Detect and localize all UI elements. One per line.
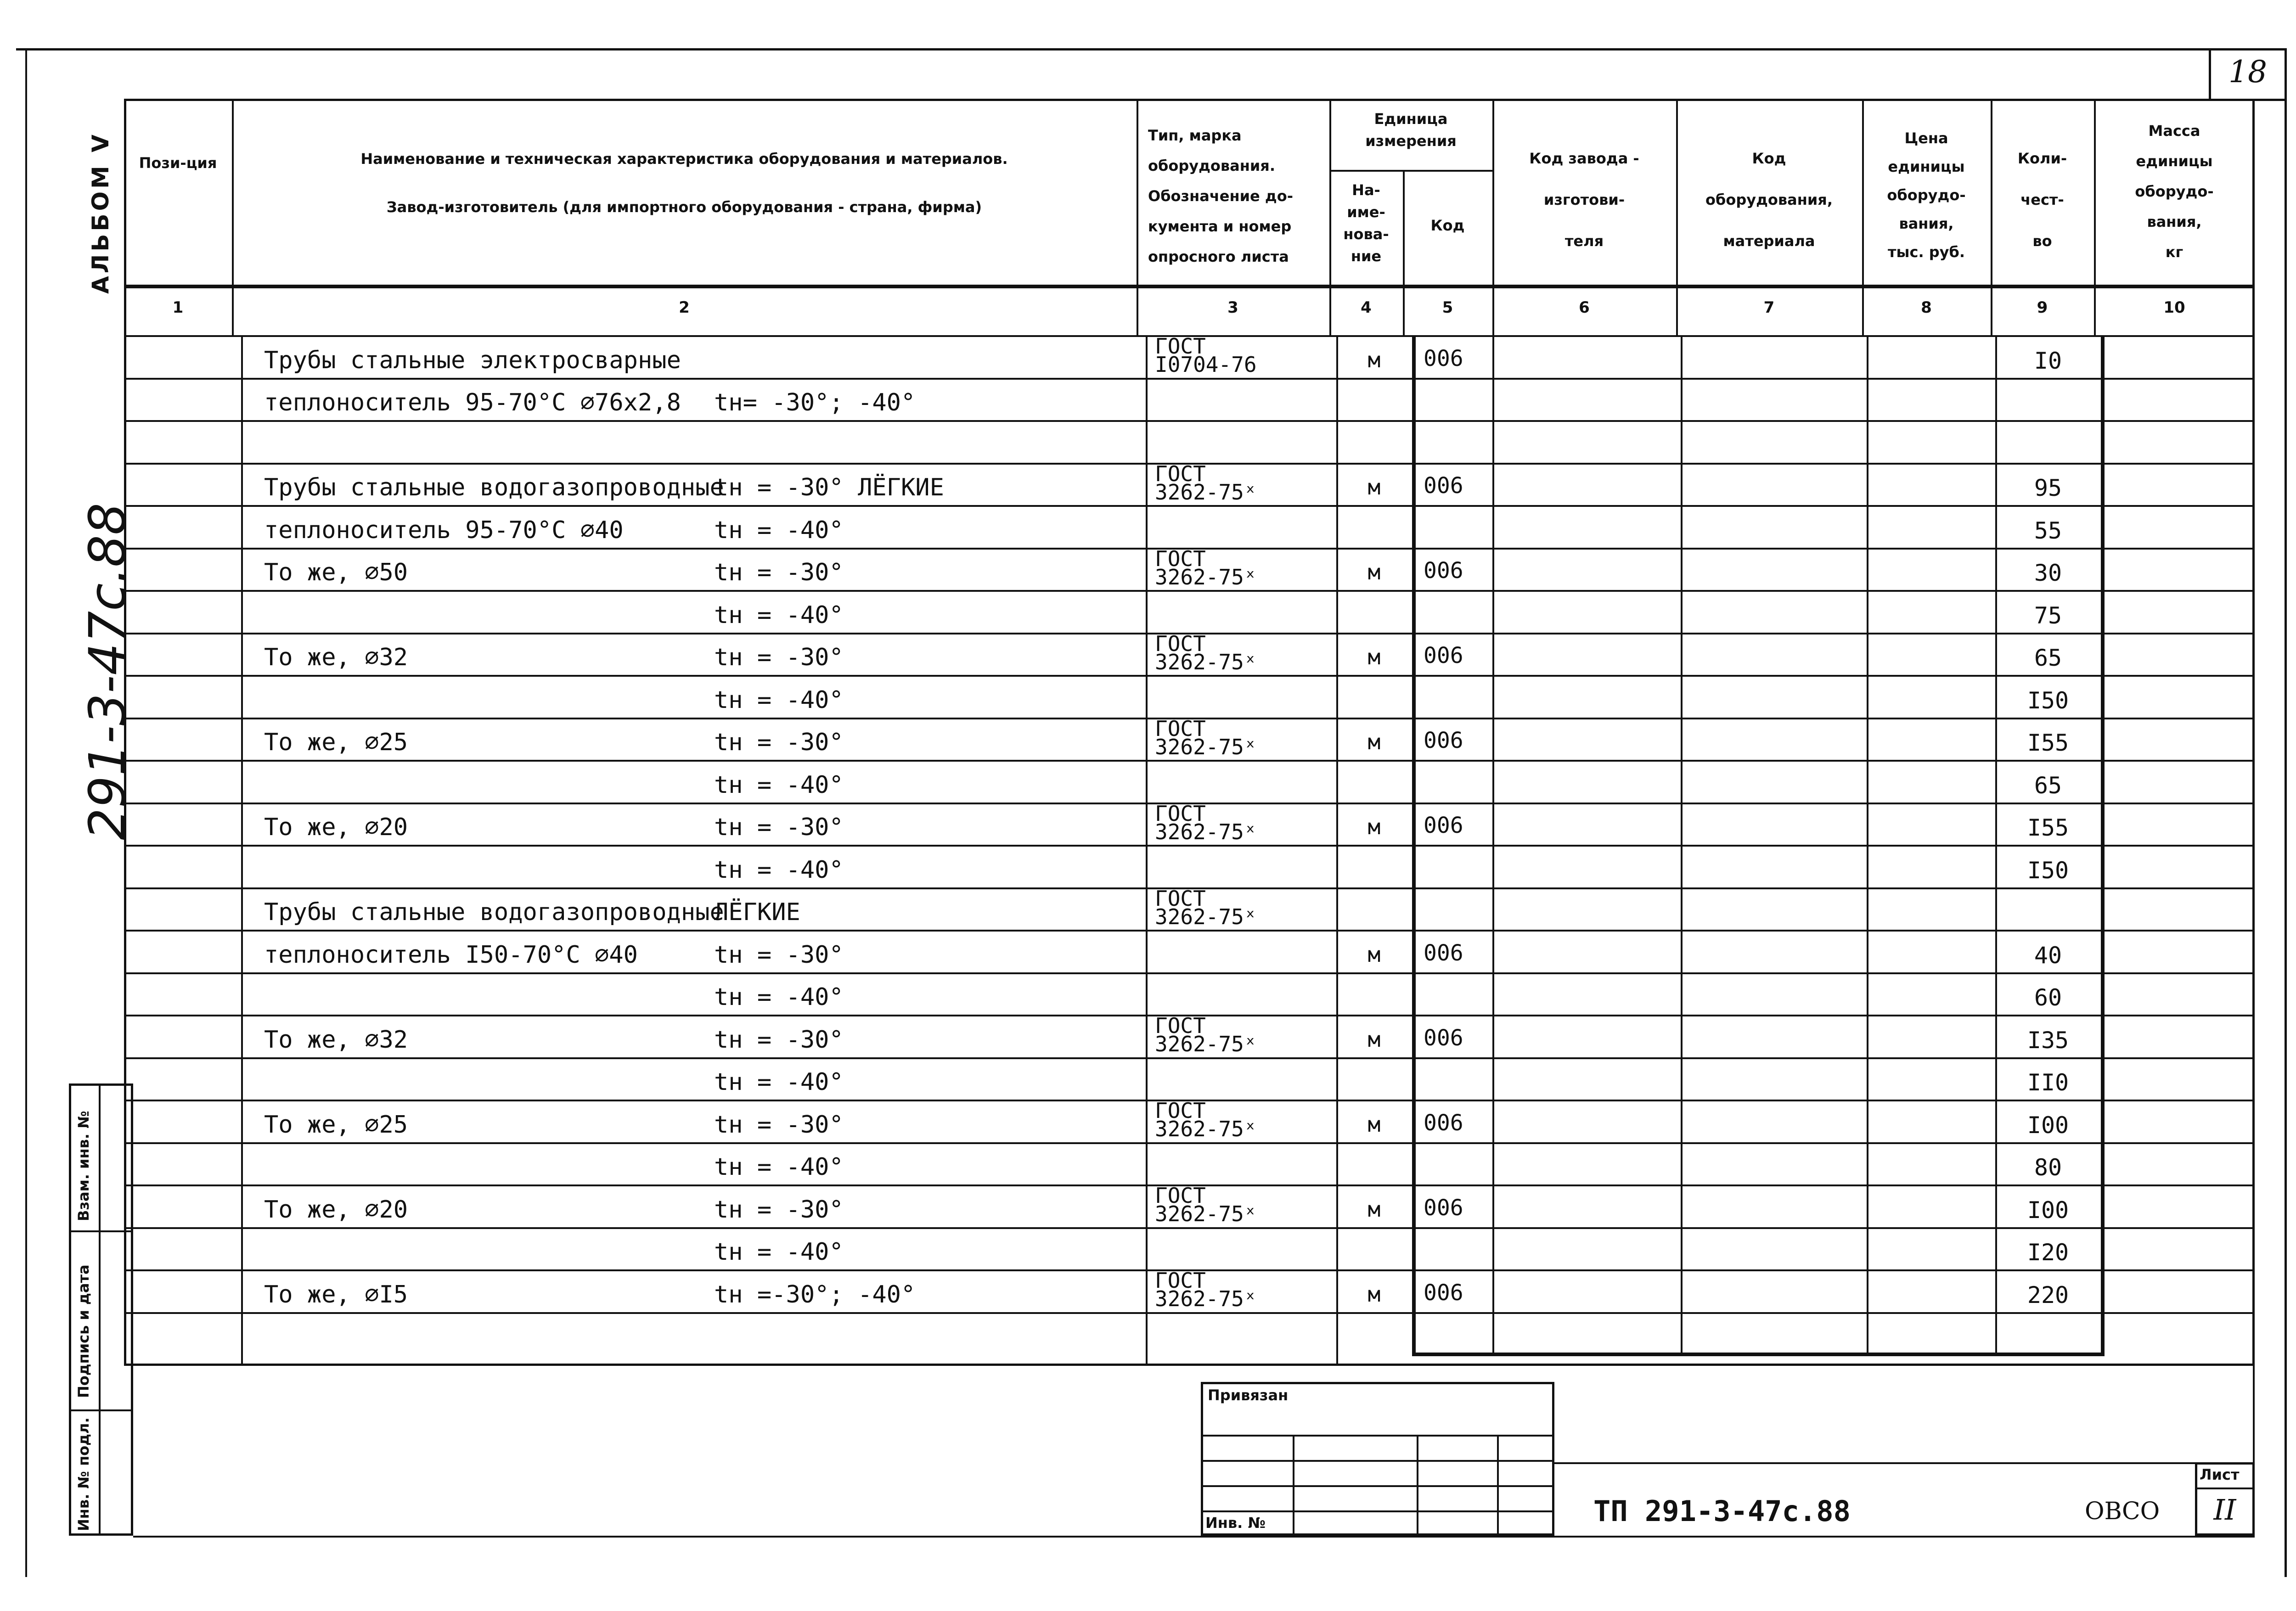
row-temperature: tн = -30° xyxy=(714,1026,844,1054)
hdr-unit-code: Код xyxy=(1430,217,1465,234)
hdr-mass xyxy=(2096,116,2252,267)
row-temperature: tн = -40° xyxy=(714,983,844,1011)
row-doc-line1: ГОСТ xyxy=(1155,801,1206,826)
row-separator xyxy=(124,590,2255,592)
hdr-mass-5: кг xyxy=(2165,243,2183,261)
row-quantity: I55 xyxy=(2027,814,2069,841)
row-name: То же, ⌀20 xyxy=(264,814,408,841)
row-quantity: I0 xyxy=(2034,348,2062,374)
row-doc-line2: 3262-75ˣ xyxy=(1155,904,1257,929)
privyazan-block xyxy=(1201,1382,1554,1536)
hdr-name-line1: Наименование и техническая характеристика оборудования и материалов. xyxy=(360,150,1008,168)
hdr-position: Пози-ция xyxy=(139,154,217,172)
stamp-signature-date: Подпись и дата xyxy=(75,1264,92,1398)
hdr-equip-2: оборудования, xyxy=(1705,191,1833,208)
row-doc-line2: 3262-75ˣ xyxy=(1155,1201,1257,1226)
row-code: 006 xyxy=(1424,1280,1463,1306)
row-temperature: tн = -30° xyxy=(714,941,844,969)
row-code: 006 xyxy=(1424,1025,1463,1051)
row-doc-line2: I0704-76 xyxy=(1155,352,1257,377)
stamp-strip-divider xyxy=(99,1083,101,1536)
row-temperature: tн = -30° xyxy=(714,1111,844,1139)
row-doc-line1: ГОСТ xyxy=(1155,631,1206,656)
row-code: 006 xyxy=(1424,346,1463,371)
row-temperature: tн = -40° xyxy=(714,516,844,544)
row-code: 006 xyxy=(1424,813,1463,838)
body-div-1 xyxy=(241,335,243,1366)
row-temperature: tн = -30° xyxy=(714,814,844,841)
row-code: 006 xyxy=(1424,728,1463,753)
row-unit: м xyxy=(1367,1027,1381,1052)
row-temperature: ЛЁГКИЕ xyxy=(714,898,800,926)
row-quantity: I50 xyxy=(2027,857,2069,884)
row-doc-line2: 3262-75ˣ xyxy=(1155,1286,1257,1311)
quantity-block-bottom xyxy=(1412,1353,2105,1356)
row-separator xyxy=(124,760,2255,762)
row-doc-line1: ГОСТ xyxy=(1155,1268,1206,1293)
row-temperature: tн =-30°; -40° xyxy=(714,1281,916,1308)
row-unit: м xyxy=(1367,475,1381,500)
row-doc-line2: 3262-75ˣ xyxy=(1155,480,1257,505)
row-unit: м xyxy=(1367,1112,1381,1137)
priv-line-4 xyxy=(1201,1510,1554,1512)
hdr-factory-1: Код завода - xyxy=(1529,150,1639,167)
row-code: 006 xyxy=(1424,1110,1463,1136)
colnum-7: 7 xyxy=(1763,298,1775,317)
row-temperature: tн = -40° xyxy=(714,771,844,799)
album-label: АЛЬБОМ V xyxy=(87,132,114,294)
row-unit: м xyxy=(1367,1197,1381,1222)
row-separator xyxy=(124,845,2255,847)
row-name: То же, ⌀32 xyxy=(264,1026,408,1054)
hdr-unit xyxy=(1332,108,1490,152)
hdr-type-5: опросного листа xyxy=(1148,248,1289,265)
hdr-price-2: единицы xyxy=(1888,158,1965,175)
row-name: Трубы стальные электросварные xyxy=(264,347,681,374)
hdr-price-5: тыс. руб. xyxy=(1887,243,1965,261)
hdr-qty-3: во xyxy=(2032,232,2052,250)
row-name: То же, ⌀50 xyxy=(264,559,408,586)
row-unit: м xyxy=(1367,348,1381,372)
row-temperature: tн = -30° xyxy=(714,644,844,671)
row-name: То же, ⌀25 xyxy=(264,729,408,756)
row-name: То же, ⌀25 xyxy=(264,1111,408,1139)
row-unit: м xyxy=(1367,814,1381,839)
row-unit: м xyxy=(1367,730,1381,754)
row-separator xyxy=(124,1227,2255,1229)
priv-v-3 xyxy=(1497,1435,1499,1536)
row-separator xyxy=(124,675,2255,677)
row-quantity: 65 xyxy=(2034,645,2062,671)
hdr-factory-2: изготови- xyxy=(1543,191,1625,208)
row-doc-line2: 3262-75ˣ xyxy=(1155,820,1257,844)
row-temperature: tн = -40° xyxy=(714,1238,844,1266)
row-doc-line1: ГОСТ xyxy=(1155,1098,1206,1123)
hdr-type-1: Тип, марка xyxy=(1148,127,1242,144)
row-doc-line2: 3262-75ˣ xyxy=(1155,1117,1257,1141)
colnum-5: 5 xyxy=(1442,298,1453,317)
row-quantity: II0 xyxy=(2027,1069,2069,1096)
row-separator xyxy=(124,1312,2255,1314)
row-doc-line1: ГОСТ xyxy=(1155,1183,1206,1208)
privyazan-label: Привязан xyxy=(1208,1386,1289,1404)
row-name: теплоноситель I50-70°С ⌀40 xyxy=(264,941,638,969)
row-doc-line2: 3262-75ˣ xyxy=(1155,565,1257,589)
row-doc-line1: ГОСТ xyxy=(1155,461,1206,486)
row-temperature: tн = -30° xyxy=(714,729,844,756)
priv-line-2 xyxy=(1201,1460,1554,1462)
priv-v-1 xyxy=(1293,1435,1294,1536)
row-quantity: I50 xyxy=(2027,687,2069,714)
row-quantity: 40 xyxy=(2034,942,2062,969)
hdr-equip-3: материала xyxy=(1723,232,1815,250)
outer-left-edge xyxy=(25,48,27,1577)
hdr-name-line2: Завод-изготовитель (для импортного оборудования - страна, фирма) xyxy=(386,198,982,216)
row-quantity: 95 xyxy=(2034,475,2062,501)
designation-top-line xyxy=(1554,1462,2255,1464)
priv-line-3 xyxy=(1201,1485,1554,1487)
row-code: 006 xyxy=(1424,643,1463,668)
stamp-replace-inv: Взам. инв. № xyxy=(75,1111,92,1221)
hdr-unit-1: Единица xyxy=(1374,110,1448,128)
row-code: 006 xyxy=(1424,940,1463,966)
row-name: То же, ⌀20 xyxy=(264,1196,408,1224)
row-doc-line1: ГОСТ xyxy=(1155,1013,1206,1038)
stamp-line-1 xyxy=(69,1230,133,1232)
row-quantity: 60 xyxy=(2034,984,2062,1011)
row-separator xyxy=(124,972,2255,974)
colnum-8: 8 xyxy=(1921,298,1932,317)
row-temperature: tн = -40° xyxy=(714,1068,844,1096)
body-div-2 xyxy=(1146,335,1148,1366)
colnum-4: 4 xyxy=(1361,298,1372,317)
hdr-equipment-code xyxy=(1678,138,1860,262)
row-quantity: 220 xyxy=(2027,1282,2069,1308)
sheet-number: II xyxy=(2213,1493,2236,1527)
row-separator xyxy=(124,505,2255,507)
hdr-qty-1: Коли- xyxy=(2017,150,2067,167)
row-doc-line2: 3262-75ˣ xyxy=(1155,1032,1257,1056)
hdr-unit-name-2: име- xyxy=(1347,203,1385,221)
hdr-unit-name-1: На- xyxy=(1352,181,1380,199)
hdr-price-1: Цена xyxy=(1904,129,1948,147)
colnum-2: 2 xyxy=(679,298,690,317)
hdr-unit-2: измерения xyxy=(1365,132,1457,150)
row-doc-line1: ГОСТ xyxy=(1155,546,1206,571)
hdr-type-2: оборудования. xyxy=(1148,157,1275,174)
designation: ТП 291-3-47с.88 xyxy=(1593,1494,1851,1528)
sheet-number-divider xyxy=(2195,1488,2255,1489)
hdr-type-3: Обозначение до- xyxy=(1148,187,1293,205)
colnum-9: 9 xyxy=(2037,298,2048,317)
hdr-price-3: оборудо- xyxy=(1887,186,1966,204)
hdr-type-block xyxy=(1141,120,1332,272)
hdr-mass-4: вания, xyxy=(2147,213,2202,230)
row-separator xyxy=(124,1142,2255,1144)
row-doc-line2: 3262-75ˣ xyxy=(1155,735,1257,759)
sheet-label: Лист xyxy=(2200,1466,2240,1483)
row-temperature: tн = -40° xyxy=(714,601,844,629)
hdr-price-4: вания, xyxy=(1899,215,1954,232)
row-name: То же, ⌀I5 xyxy=(264,1281,408,1308)
row-code: 006 xyxy=(1424,1195,1463,1221)
row-unit: м xyxy=(1367,1282,1381,1307)
row-name: теплоноситель 95-70°С ⌀40 xyxy=(264,516,624,544)
title-bottom-line xyxy=(133,1536,2255,1538)
row-separator xyxy=(124,420,2255,422)
row-quantity: I00 xyxy=(2027,1197,2069,1224)
row-name: Трубы стальные водогазопроводные xyxy=(264,474,724,501)
margin-code: 291-3-47с.88 xyxy=(78,503,137,840)
row-temperature: tн = -30° ЛЁГКИЕ xyxy=(714,474,944,501)
hdr-factory-code xyxy=(1495,138,1674,262)
inv-no-label: Инв. № xyxy=(1205,1514,1266,1532)
hdr-mass-3: оборудо- xyxy=(2135,183,2214,200)
row-name: Трубы стальные водогазопроводные xyxy=(264,898,724,926)
hdr-price xyxy=(1864,124,1988,266)
hdr-quantity xyxy=(1993,138,2092,262)
row-code: 006 xyxy=(1424,473,1463,499)
row-separator xyxy=(124,930,2255,932)
row-doc-line1: ГОСТ xyxy=(1155,716,1206,741)
row-unit: м xyxy=(1367,560,1381,584)
colnum-1: 1 xyxy=(172,298,184,317)
row-quantity: 80 xyxy=(2034,1154,2062,1181)
hdr-qty-2: чест- xyxy=(2020,191,2064,208)
row-quantity: 65 xyxy=(2034,772,2062,799)
colnum-6: 6 xyxy=(1579,298,1590,317)
row-unit: м xyxy=(1367,645,1381,669)
row-quantity: 30 xyxy=(2034,560,2062,586)
row-unit: м xyxy=(1367,942,1381,967)
hdr-equip-1: Код xyxy=(1752,150,1786,167)
row-separator xyxy=(124,378,2255,380)
row-separator xyxy=(124,1057,2255,1059)
hdr-mass-2: единицы xyxy=(2136,152,2213,170)
row-temperature: tн = -30° xyxy=(714,559,844,586)
colnum-10: 10 xyxy=(2163,298,2185,317)
unit-subheader-line xyxy=(1329,170,1492,172)
hdr-unit-name-4: ние xyxy=(1351,247,1382,265)
row-temperature: tн = -30° xyxy=(714,1196,844,1224)
row-temperature: tн= -30°; -40° xyxy=(714,389,916,416)
stamp-line-2 xyxy=(69,1409,133,1411)
row-temperature: tн = -40° xyxy=(714,686,844,714)
row-quantity: I35 xyxy=(2027,1027,2069,1054)
section-code: ОВСО xyxy=(2085,1498,2160,1525)
hdr-unit-name xyxy=(1332,179,1401,267)
hdr-factory-3: теля xyxy=(1564,232,1604,250)
row-quantity: I55 xyxy=(2027,730,2069,756)
row-name: теплоноситель 95-70°С ⌀76х2,8 xyxy=(264,389,681,416)
corner-sheet-number: 18 xyxy=(2228,54,2267,90)
row-quantity: I20 xyxy=(2027,1239,2069,1266)
row-quantity: I00 xyxy=(2027,1112,2069,1139)
row-quantity: 75 xyxy=(2034,602,2062,629)
row-doc-line2: 3262-75ˣ xyxy=(1155,650,1257,674)
hdr-unit-name-3: нова- xyxy=(1343,225,1389,243)
row-code: 006 xyxy=(1424,558,1463,584)
colnum-3: 3 xyxy=(1227,298,1238,317)
row-temperature: tн = -40° xyxy=(714,856,844,884)
priv-line-1 xyxy=(1201,1435,1554,1437)
hdr-type-4: кумента и номер xyxy=(1148,218,1292,235)
row-temperature: tн = -40° xyxy=(714,1153,844,1181)
row-doc-line1: ГОСТ xyxy=(1155,334,1206,359)
row-doc-line1: ГОСТ xyxy=(1155,886,1206,911)
header-bottom-line xyxy=(124,285,2255,288)
row-quantity: 55 xyxy=(2034,517,2062,544)
priv-v-2 xyxy=(1417,1435,1418,1536)
stamp-original-inv: Инв. № подл. xyxy=(75,1417,92,1531)
row-name: То же, ⌀32 xyxy=(264,644,408,671)
hdr-mass-1: Масса xyxy=(2148,122,2200,140)
